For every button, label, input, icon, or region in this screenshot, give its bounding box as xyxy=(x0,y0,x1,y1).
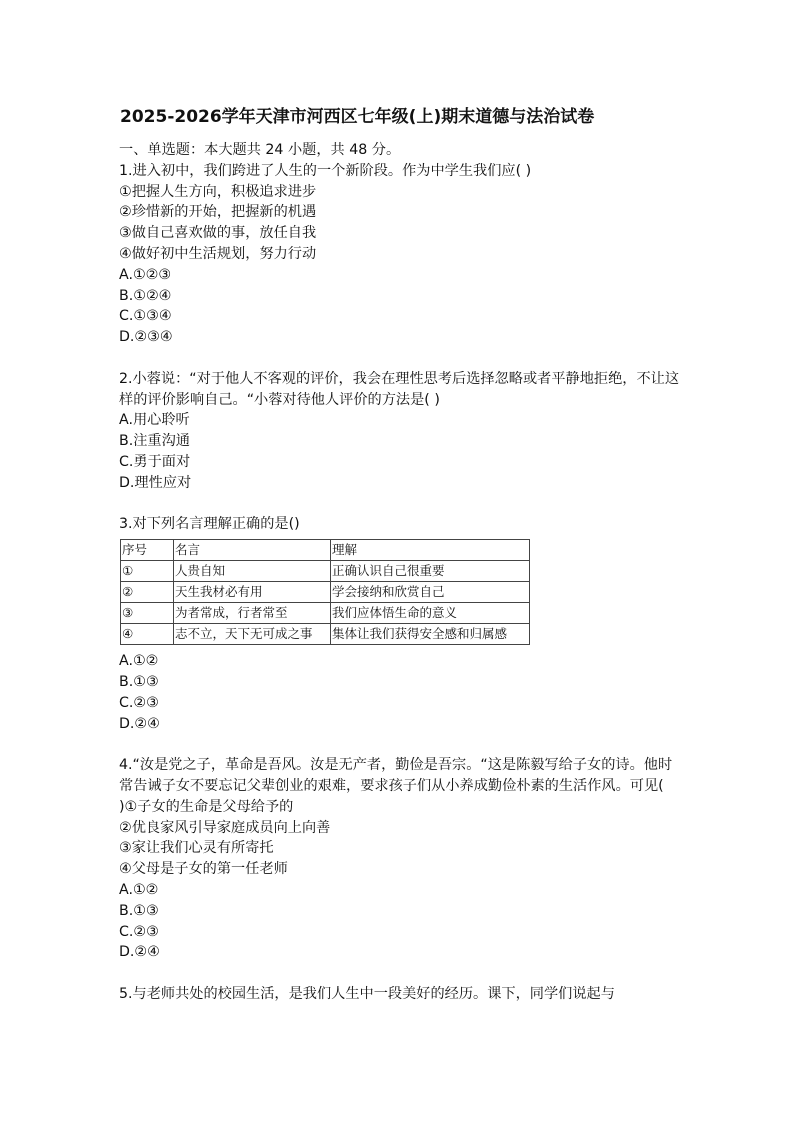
statement: ②优良家风引导家庭成员向上向善 xyxy=(119,819,331,836)
statement: ②珍惜新的开始，把握新的机遇 xyxy=(119,204,317,221)
table-cell: 正确认识自己很重要 xyxy=(331,561,530,582)
question-stem: 5.与老师共处的校园生活，是我们人生中一段美好的经历。课下，同学们说起与 xyxy=(119,985,615,1002)
table-cell: 人贵自知 xyxy=(174,561,331,582)
question-stem: 2.小蓉说：“对于他人不客观的评价，我会在理性思考后选择忽略或者平静地拒绝，不让这样的评价影响自己。“小蓉对待他人评价的方法是( ) xyxy=(119,370,680,408)
question-2 xyxy=(119,369,679,494)
statement: ④做好初中生活规划，努力行动 xyxy=(119,245,317,262)
table-cell: 天生我材必有用 xyxy=(174,582,331,603)
option-b: B.①②④ xyxy=(119,287,172,304)
option-d: D.②③④ xyxy=(119,329,173,346)
section-header: 一、单选题：本大题共 24 小题，共 48 分。 xyxy=(119,142,401,158)
table-cell: 集体让我们获得安全感和归属感 xyxy=(331,624,530,645)
option-c: C.①③④ xyxy=(119,308,172,325)
table-header-cell: 名言 xyxy=(174,540,331,561)
table-row xyxy=(121,561,530,582)
exam-title: 2025-2026学年天津市河西区七年级(上)期末道德与法治试卷 xyxy=(120,107,595,127)
question-5 xyxy=(119,984,679,1005)
table-row xyxy=(121,603,530,624)
table-header-row xyxy=(121,540,530,561)
table-header-cell: 理解 xyxy=(331,540,530,561)
option-d: D.②④ xyxy=(119,944,160,961)
question-stem: 1.进入初中，我们跨进了人生的一个新阶段。作为中学生我们应( ) xyxy=(119,162,532,179)
table-cell: ③ xyxy=(121,603,174,624)
option-a: A.①②③ xyxy=(119,266,172,283)
statement: ④父母是子女的第一任老师 xyxy=(119,861,288,878)
question-stem: 3.对下列名言理解正确的是() xyxy=(119,516,300,533)
table-row xyxy=(121,624,530,645)
table-cell: ② xyxy=(121,582,174,603)
option-c: C.勇于面对 xyxy=(119,453,191,470)
question-stem: 4.“汝是党之子，革命是吾风。汝是无产者，勤俭是吾宗。“这是陈毅写给子女的诗。他时常告诫子女不要忘记父辈创业的艰难，要求孩子们从小养成勤俭朴素的生活作风。可见( )①子女的生命是父母给予的 xyxy=(119,757,673,815)
exam-content xyxy=(119,140,679,1005)
option-c: C.②③ xyxy=(119,923,159,940)
option-b: B.①③ xyxy=(119,673,159,690)
statement: ③家让我们心灵有所寄托 xyxy=(119,840,274,857)
option-a: A.①② xyxy=(119,881,159,898)
quote-table xyxy=(120,539,530,645)
table-cell: 学会接纳和欣赏自己 xyxy=(331,582,530,603)
table-cell: ④ xyxy=(121,624,174,645)
option-a: A.用心聆听 xyxy=(119,412,190,429)
option-b: B.①③ xyxy=(119,902,159,919)
table-cell: ① xyxy=(121,561,174,582)
table-row xyxy=(121,582,530,603)
question-3 xyxy=(119,514,679,734)
table-cell: 我们应体悟生命的意义 xyxy=(331,603,530,624)
question-4 xyxy=(119,755,679,963)
option-c: C.②③ xyxy=(119,694,159,711)
statement: ③做自己喜欢做的事，放任自我 xyxy=(119,225,317,242)
option-b: B.注重沟通 xyxy=(119,433,190,450)
option-d: D.理性应对 xyxy=(119,474,192,491)
option-d: D.②④ xyxy=(119,715,160,732)
table-cell: 志不立，天下无可成之事 xyxy=(174,624,331,645)
option-a: A.①② xyxy=(119,653,159,670)
question-1 xyxy=(119,161,679,348)
table-header-cell: 序号 xyxy=(121,540,174,561)
table-cell: 为者常成，行者常至 xyxy=(174,603,331,624)
statement: ①把握人生方向，积极追求进步 xyxy=(119,183,317,200)
